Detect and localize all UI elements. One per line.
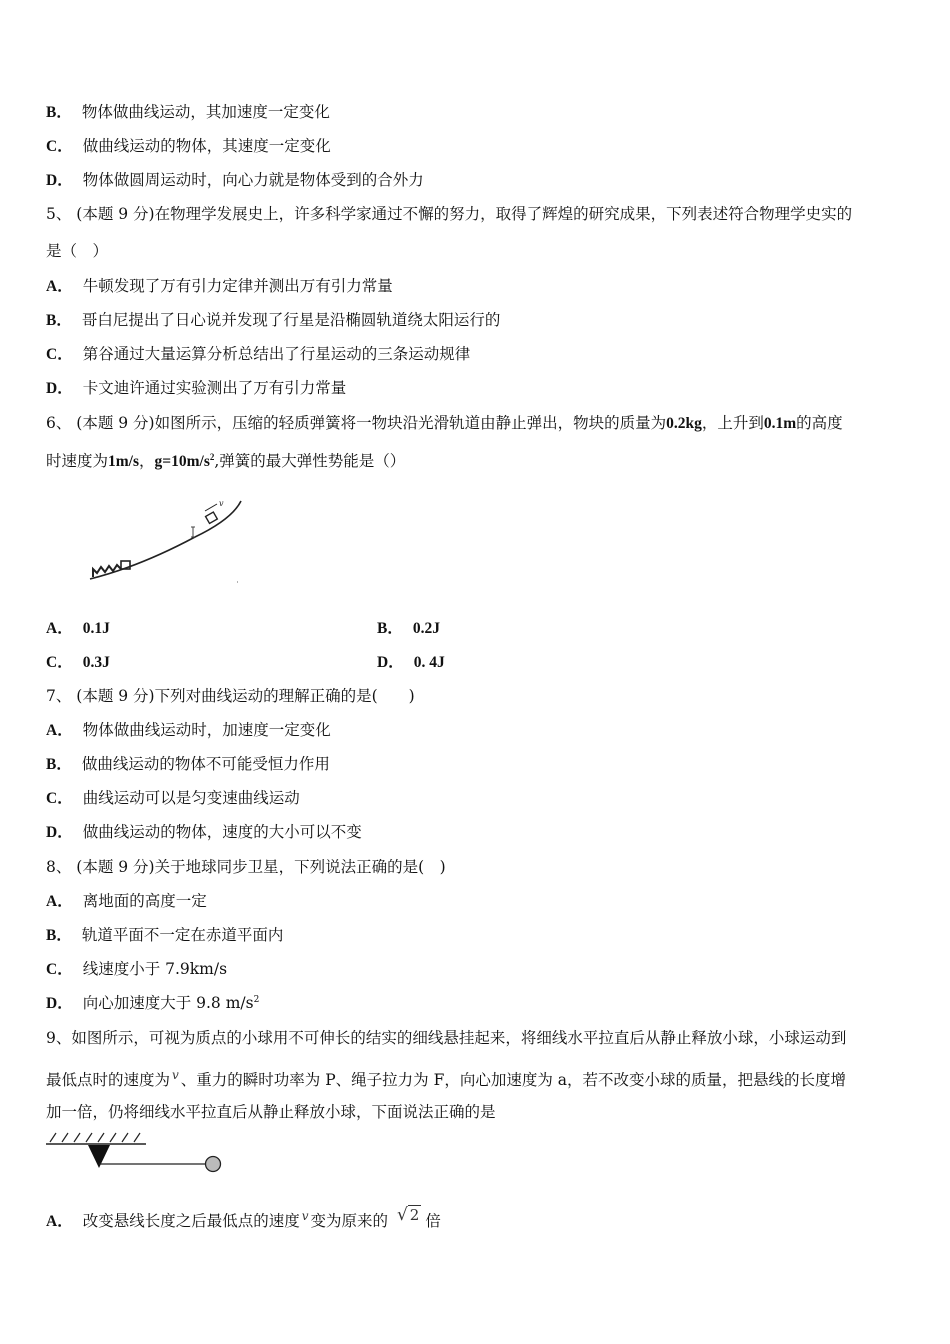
q5-option-b: B． 哥白尼提出了日心说并发现了行星是沿椭圆轨道绕太阳运行的 [46,311,501,329]
q5-option-c: C． 第谷通过大量运算分析总结出了行星运动的三条运动规律 [46,345,471,363]
spring-track-figure [85,495,250,587]
block-on-track [206,512,218,523]
track-curve [90,501,241,579]
velocity-arrow [205,504,217,511]
q7-option-d: D． 做曲线运动的物体，速度的大小可以不变 [46,823,362,841]
ball-icon [206,1157,221,1172]
q6-option-c: C． 0.3J [46,654,110,671]
q6-stem-line1: 6、 (本题 9 分)如图所示，压缩的轻质弹簧将一物块沿光滑轨道由静止弹出，物块的质量为0.2kg，上升到0.1m的高度 [46,414,843,432]
ceiling-hatching [50,1133,140,1142]
pendulum-figure [44,1130,229,1178]
q8-option-d: D． 向心加速度大于 9.8 $m/s^2$ [46,994,260,1012]
q9-stem-line2: 最低点时的速度为 $^v$ 、重力的瞬时功率为 P、绳子拉力为 F，向心加速度为 a，若不改变小球的质量，把悬线的长度增 [46,1068,847,1089]
q8-option-b: B． 轨道平面不一定在赤道平面内 [46,926,284,944]
q7-stem: 7、 (本题 9 分)下列对曲线运动的理解正确的是( ) [46,687,415,705]
q6-option-a: A． 0.1J [46,620,110,637]
q6-stem-line2: 时速度为1m/s，$g=10m/s^2$,弹簧的最大弹性势能是（） [46,451,406,470]
q5-stem-line1: 5、 (本题 9 分)在物理学发展史上，许多科学家通过不懈的努力，取得了辉煌的研究成果，下列表述符合物理学史实的 [46,205,853,223]
sqrt-2: √ 2 [396,1205,420,1225]
q8-option-a: A． 离地面的高度一定 [46,892,207,910]
q5-option-d: D． 卡文迪许通过实验测出了万有引力常量 [46,379,347,397]
q5-stem-line2: 是（ ） [46,242,109,260]
velocity-label: v [219,499,224,508]
q7-option-c: C． 曲线运动可以是匀变速曲线运动 [46,789,300,807]
q9-stem-line3: 加一倍，仍将细线水平拉直后从静止释放小球，下面说法正确的是 [46,1103,496,1121]
q9-option-a: A． 改变悬线长度之后最低点的速度 $^v$ 变为原来的 √ 2 倍 [46,1205,441,1230]
q7-option-b: B． 做曲线运动的物体不可能受恒力作用 [46,755,330,773]
q4-option-c: C． 做曲线运动的物体，其速度一定变化 [46,137,331,155]
q7-option-a: A． 物体做曲线运动时，加速度一定变化 [46,721,331,739]
q5-option-a: A． 牛顿发现了万有引力定律并测出万有引力常量 [46,277,393,295]
q4-option-d: D． 物体做圆周运动时，向心力就是物体受到的合外力 [46,171,424,189]
q4-option-b: B． 物体做曲线运动，其加速度一定变化 [46,103,330,121]
q6-option-d: D． 0. 4J [377,654,445,671]
q9-stem-line1: 9、如图所示，可视为质点的小球用不可伸长的结实的细线悬挂起来，将细线水平拉直后从静止释放小球，小球运动到 [46,1029,847,1047]
q6-option-b: B． 0.2J [377,620,440,637]
q8-option-c: C． 线速度小于 7.9km/s [46,960,228,978]
q8-stem: 8、 (本题 9 分)关于地球同步卫星，下列说法正确的是( ) [46,858,446,876]
